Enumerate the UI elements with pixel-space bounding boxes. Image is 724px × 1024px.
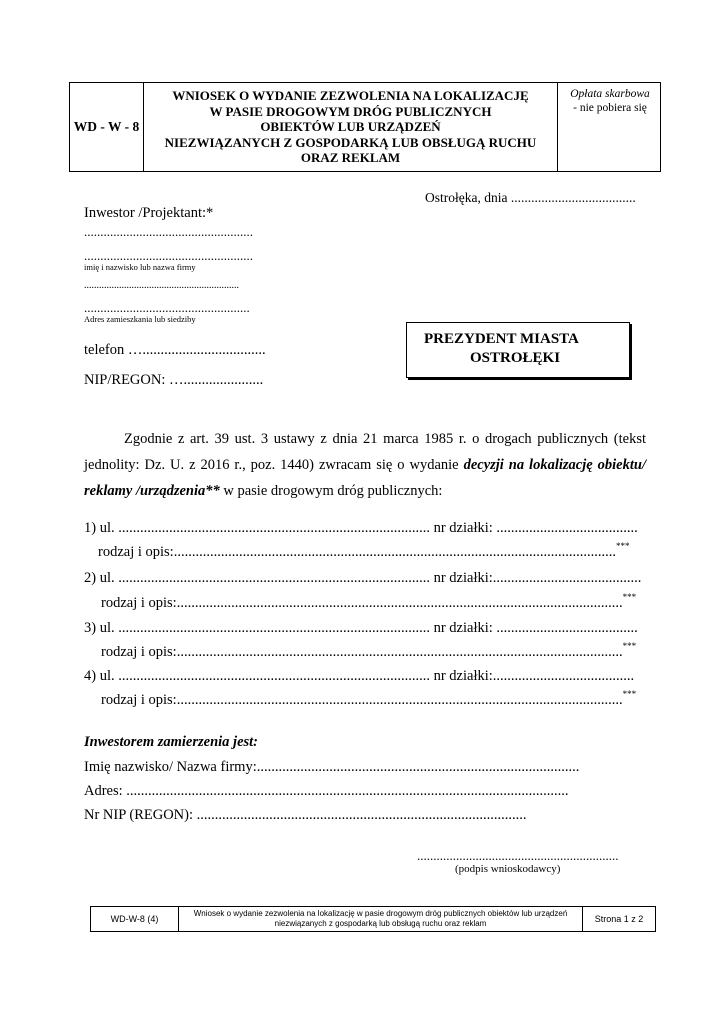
item-desc-text: rodzaj i opis:........................................................................................................................... (101, 692, 623, 708)
item-desc-text: rodzaj i opis:........................................................................................................................... (101, 595, 623, 611)
form-code: WD - W - 8 (70, 83, 144, 171)
form-title-line: WNIOSEK O WYDANIE ZEZWOLENIA NA LOKALIZACJĘ (172, 88, 529, 104)
item-3-desc[interactable] (101, 641, 637, 661)
page-footer (90, 906, 656, 932)
applicant-line-2[interactable]: .................................................... (84, 248, 253, 263)
fee-title: Opłata skarbowa (570, 88, 650, 100)
place-date-field[interactable]: Ostrołęka, dnia ..................................... (425, 190, 636, 205)
item-2-street[interactable]: 2) ul. ...................................................................................... nr działki:......................................... (84, 570, 642, 586)
item-4-street[interactable]: 4) ul. ...................................................................................... nr działki:....................................... (84, 668, 635, 684)
form-title (144, 83, 558, 171)
recipient-box (406, 322, 630, 378)
footer-page-number: Strona 1 z 2 (594, 914, 644, 924)
form-title-line: W PASIE DROGOWYM DRÓG PUBLICZNYCH (209, 103, 492, 119)
footer-title-line: niezwiązanych z gospodarką lub obsługą ruchu oraz reklam (274, 919, 487, 928)
form-title-line: ORAZ REKLAM (300, 150, 401, 166)
item-1-desc[interactable] (98, 541, 630, 561)
footnote-mark: *** (615, 541, 630, 551)
signature-caption: (podpis wnioskodawcy) (455, 863, 561, 875)
applicant-line-3[interactable]: .............................................................. (84, 280, 239, 291)
phone-field[interactable]: telefon ….................................. (84, 342, 266, 358)
request-text-end: w pasie drogowym dróg publicznych: (219, 483, 443, 499)
form-title-line: OBIEKTÓW LUB URZĄDZEŃ (260, 119, 441, 135)
request-emphasis: decyzji na lokalizację obiektu/ reklamy /urządzenia** (84, 457, 646, 499)
recipient-line-2: OSTROŁĘKI (470, 350, 561, 366)
footer-code: WD-W-8 (4) (91, 907, 179, 931)
form-title-line: NIEZWIĄZANYCH Z GOSPODARKĄ LUB OBSŁUGĄ RUCHU (164, 134, 537, 150)
signature-line[interactable]: .............................................................. (417, 848, 619, 863)
item-desc-text: rodzaj i opis:.......................................................................................................................... (98, 544, 616, 560)
applicant-label: Inwestor /Projektant:* (84, 205, 214, 221)
form-header (69, 82, 661, 172)
fee-cell (558, 83, 662, 171)
request-paragraph (84, 426, 646, 504)
recipient-line-1: PREZYDENT MIASTA (424, 331, 579, 347)
footer-title-line: Wniosek o wydanie zezwolenia na lokalizację w pasie drogowym dróg publicznych obiektów lub urządzeń (193, 909, 568, 918)
fee-note: - nie pobiera się (573, 102, 647, 114)
address-caption: Adres zamieszkania lub siedziby (84, 314, 196, 324)
footnote-mark: *** (622, 641, 637, 651)
applicant-line-1[interactable]: .................................................... (84, 224, 253, 239)
footer-title (179, 907, 583, 931)
item-4-desc[interactable] (101, 689, 637, 709)
request-text: Zgodnie z art. 39 ust. 3 ustawy z dnia 21 marca 1985 r. o drogach publicznych (tekst jednolity: Dz. U. z 2016 r., poz. 1440) zwracam się o wydanie (84, 431, 646, 473)
item-desc-text: rodzaj i opis:........................................................................................................................... (101, 644, 623, 660)
item-3-street[interactable]: 3) ul. ...................................................................................... nr działki: ....................................... (84, 620, 638, 636)
footnote-mark: *** (622, 689, 637, 699)
investor-name-field[interactable]: Imię nazwisko/ Nazwa firmy:......................................................................................... (84, 759, 580, 775)
investor-heading: Inwestorem zamierzenia jest: (84, 734, 259, 750)
investor-address-field[interactable]: Adres: .......................................................................................................................... (84, 783, 569, 799)
name-caption: imię i nazwisko lub nazwa firmy (84, 262, 196, 272)
item-1-street[interactable]: 1) ul. ...................................................................................... nr działki: ....................................... (84, 520, 638, 536)
footnote-mark: *** (622, 592, 637, 602)
applicant-line-4[interactable]: ................................................... (84, 300, 250, 315)
investor-nip-field[interactable]: Nr NIP (REGON): ........................................................................................... (84, 807, 527, 823)
item-2-desc[interactable] (101, 592, 637, 612)
nip-field[interactable]: NIP/REGON: …...................... (84, 372, 264, 388)
